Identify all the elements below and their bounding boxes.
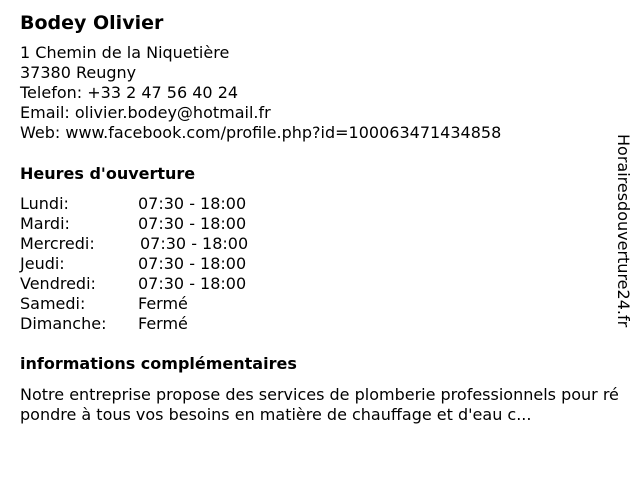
day-hours: 07:30 - 18:00 (138, 194, 247, 213)
business-name: Bodey Olivier (20, 12, 164, 34)
contact-block (20, 43, 501, 143)
day-label: Mardi: (20, 214, 70, 233)
email-label: Email: (20, 103, 70, 122)
hours-heading: Heures d'ouverture (20, 164, 196, 183)
day-label: Mercredi: (20, 234, 95, 253)
email-address[interactable]: olivier.bodey@hotmail.fr (74, 103, 271, 122)
watermark-text: Horairesdouverture24.fr (614, 134, 633, 328)
day-hours: 07:30 - 18:00 (138, 254, 247, 273)
web-label: Web: (20, 123, 61, 142)
web-link[interactable]: www.facebook.com/profile.php?id=100063471434858 (65, 123, 502, 142)
day-hours: Fermé (138, 314, 188, 333)
info-heading: informations complémentaires (20, 354, 297, 373)
phone-row (20, 83, 501, 103)
phone-label: Telefon: (20, 83, 83, 102)
day-hours: 07:30 - 18:00 (140, 234, 249, 253)
phone-number[interactable]: +33 2 47 56 40 24 (87, 83, 239, 102)
address-line-1: 1 Chemin de la Niquetière (20, 43, 230, 62)
day-label: Lundi: (20, 194, 69, 213)
day-label: Samedi: (20, 294, 86, 313)
day-hours: Fermé (138, 294, 188, 313)
address-line-2: 37380 Reugny (20, 63, 137, 82)
web-row (20, 123, 501, 143)
day-label: Jeudi: (20, 254, 65, 273)
day-hours: 07:30 - 18:00 (138, 274, 247, 293)
day-label: Vendredi: (20, 274, 96, 293)
day-label: Dimanche: (20, 314, 107, 333)
site-watermark (612, 134, 636, 344)
email-row (20, 103, 501, 123)
info-description: Notre entreprise propose des services de plomberie professionnels pour répondre à tous vos besoins en matière de chauffage et d'eau c... (20, 385, 619, 424)
day-hours: 07:30 - 18:00 (138, 214, 247, 233)
